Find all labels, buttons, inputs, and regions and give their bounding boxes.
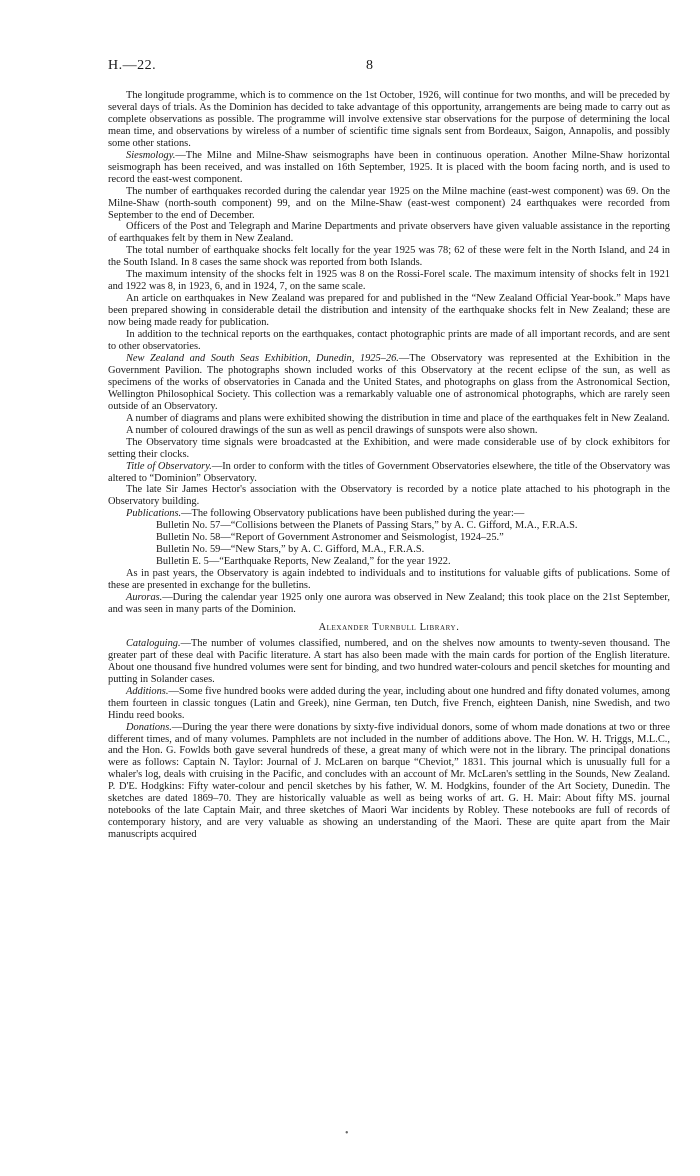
paragraph-text: Officers of the Post and Telegraph and Marine Departments and private observers have given valuable assistance in the reporting of earthquakes felt by them in New Zealand. bbox=[108, 221, 670, 245]
paragraph bbox=[108, 484, 670, 508]
page-header bbox=[108, 58, 670, 78]
section-heading: Alexander Turnbull Library. bbox=[318, 621, 460, 633]
paragraph bbox=[108, 150, 670, 186]
paragraph-text: The late Sir James Hector's association with the Observatory is recorded by a notice plate attached to his photograph in the Observatory building. bbox=[108, 484, 670, 508]
paragraph bbox=[108, 353, 670, 413]
bulletin-list bbox=[108, 520, 670, 568]
paragraph-text: —The following Observatory publications have been published during the year:— bbox=[181, 508, 525, 520]
paragraph bbox=[108, 592, 670, 616]
paragraph bbox=[108, 293, 670, 329]
paragraph bbox=[108, 461, 670, 485]
paragraph-text: The total number of earthquake shocks felt locally for the year 1925 was 78; 62 of these were felt in the North Island, and 24 in the South Island. In 8 cases the same shock was reported from both Islands. bbox=[108, 245, 670, 269]
paragraph-text: As in past years, the Observatory is again indebted to individuals and to institutions for valuable gifts of publications. Some of these are presented in exchange for the bulletins. bbox=[108, 568, 670, 592]
paragraph-text: A number of coloured drawings of the sun as well as pencil drawings of sunspots were also shown. bbox=[126, 424, 538, 436]
paragraph-lead: Publications. bbox=[126, 508, 182, 520]
paragraph-text: —The Milne and Milne-Shaw seismographs have been in continuous operation. Another Milne-Shaw horizontal seismograph has been received, and was installed on 16th September, 1925. It is placed with the boom facing north, and is used to record the east-west component. bbox=[108, 149, 670, 185]
paragraph-lead: Siesmology. bbox=[126, 149, 176, 161]
paragraph-text: —Some five hundred books were added during the year, including about one hundred and fifty donated volumes, among them fourteen in classic tongues (Latin and Greek), nine German, ten Dutch, five French, eighteen Danish, nine Swedish, and two Hindu reed books. bbox=[108, 685, 670, 721]
paragraph-text: A number of diagrams and plans were exhibited showing the distribution in time and place of the earthquakes felt in New Zealand. bbox=[126, 412, 670, 424]
bulletin-item: Bulletin No. 57—“Collisions between the Planets of Passing Stars,” by A. C. Gifford, M.A., F.R.A.S. bbox=[156, 520, 578, 532]
paragraph bbox=[108, 186, 670, 222]
paragraph-text: —During the year there were donations by sixty-five individual donors, some of whom made donations at two or three different times, and of many volumes. Pamphlets are not included in the number of additions above. The Hon. W. H. Triggs, M.L.C., and the Hon. G. Fowlds both gave several hundreds of these, a great many of which were not in the library. The principal donations were as follows: Captain N. Taylor: Journal of J. McLaren on barque “Cheviot,” 1831. This journal which is unusually full for a whaler's log, deals with cruising in the Pacific, and concludes with an account of Mr. McLaren's settling in the Sounds, New Zealand. P. D'E. Hodgkins: Fifty water-colour and pencil sketches by his father, W. M. Hodgkins, founder of the Art Society, Dunedin. The sketches are dated 1869–70. They are historically valuable as well as being works of art. G. H. Mair: About fifty MS. journal notebooks of the late Captain Mair, and three sketches of Maori War incidents by Robley. These notebooks are full of records of contemporary history, and are very valuable as showing an understanding of the Maori. These are quite apart from the Mair manuscripts acquired bbox=[108, 721, 670, 841]
paragraph bbox=[108, 425, 670, 437]
paragraph-text: The number of earthquakes recorded during the calendar year 1925 on the Milne machine (east-west component) was 69. On the Milne-Shaw (north-south component) 99, and on the Milne-Shaw (east-west component) 24 earthquakes were recorded from September to the end of December. bbox=[108, 185, 670, 221]
paragraph-text: The maximum intensity of the shocks felt in 1925 was 8 on the Rossi-Forel scale. The maximum intensity of shocks felt in 1921 and 1922 was 8, in 1923, 6, and in 1924, 7, on the same scale. bbox=[108, 269, 670, 293]
paragraph-text: —The Observatory was represented at the Exhibition in the Government Pavilion. The photographs shown included works of this Observatory at the recent eclipse of the sun, as well as specimens of the works of observatories in Canada and the United States, and photographs on glass from the Astronomical Section, Wellington Philosophical Society. This collection was a remarkably valuable one of astronomical photographs, which are rarely seen outside of an Observatory. bbox=[108, 352, 671, 412]
paragraph-lead: Cataloguing. bbox=[126, 637, 181, 649]
bulletin-item: Bulletin No. 58—“Report of Government Astronomer and Seismologist, 1924–25.” bbox=[156, 532, 504, 544]
document-reference: H.—22. bbox=[108, 58, 157, 73]
page-number: 8 bbox=[366, 58, 373, 73]
paragraph bbox=[108, 413, 670, 425]
paragraph bbox=[108, 90, 670, 150]
bulletin-item: Bulletin No. 59—“New Stars,” by A. C. Gifford, M.A., F.R.A.S. bbox=[156, 544, 425, 556]
paragraph bbox=[108, 221, 670, 245]
paragraph bbox=[108, 437, 670, 461]
paragraph bbox=[108, 722, 670, 842]
paragraph-lead: Donations. bbox=[126, 721, 172, 733]
paragraph-text: An article on earthquakes in New Zealand was prepared for and published in the “New Zealand Official Year-book.” Maps have been prepared showing in considerable detail the distribution and intensity of the earthquake shocks felt in New Zealand; these are now being made ready for publication. bbox=[108, 293, 670, 329]
page-body bbox=[108, 90, 670, 841]
paragraph bbox=[108, 686, 670, 722]
paragraph-text: In addition to the technical reports on the earthquakes, contact photographic prints are made of all important records, and are sent to other observatories. bbox=[108, 329, 670, 353]
footer-mark: • bbox=[345, 1128, 349, 1139]
paragraph bbox=[108, 568, 670, 592]
bulletin-item: Bulletin E. 5—“Earthquake Reports, New Zealand,” for the year 1922. bbox=[156, 556, 451, 568]
observatory-section bbox=[108, 90, 670, 520]
paragraph bbox=[108, 638, 670, 686]
paragraph-text: —During the calendar year 1925 only one aurora was observed in New Zealand; this took place on the 21st September, and was seen in many parts of the Dominion. bbox=[108, 592, 670, 615]
paragraph-text: The Observatory time signals were broadcasted at the Exhibition, and were made considerable use of by clock exhibitors for setting their clocks. bbox=[108, 436, 670, 460]
paragraph bbox=[108, 245, 670, 269]
paragraph-text: —The number of volumes classified, numbered, and on the shelves now amounts to twenty-seven thousand. The greater part of these deal with Pacific literature. A start has also been made with the main cards for portion of the English literature. About one thousand five hundred volumes were sent for binding, and two hundred water-colours and pencil sketches for mounting and putting in Solander cases. bbox=[108, 637, 670, 685]
paragraph-lead: Additions. bbox=[126, 685, 169, 697]
library-section bbox=[108, 638, 670, 841]
paragraph bbox=[108, 329, 670, 353]
paragraph-lead: Title of Observatory. bbox=[126, 460, 212, 472]
paragraph-lead: New Zealand and South Seas Exhibition, Dunedin, 1925–26. bbox=[126, 352, 399, 364]
paragraph-text: —In order to conform with the titles of Government Observatories elsewhere, the title of the Observatory was altered to “Dominion” Observatory. bbox=[108, 460, 670, 484]
paragraph-lead: Auroras. bbox=[126, 592, 163, 604]
observatory-section-continued bbox=[108, 568, 670, 616]
paragraph bbox=[108, 269, 670, 293]
paragraph-text: The longitude programme, which is to commence on the 1st October, 1926, will continue for two months, and will be preceded by several days of trials. As the Dominion has decided to take advantage of this opportunity, arrangements are being made to carry out as complete observations as possible. The programme will involve extensive star observations for the purpose of determining the local mean time, and observations by wireless of a number of scientific time signals sent from Bordeaux, Saigon, Annapolis, and possibly some other stations. bbox=[108, 90, 670, 149]
paragraph bbox=[108, 508, 670, 520]
